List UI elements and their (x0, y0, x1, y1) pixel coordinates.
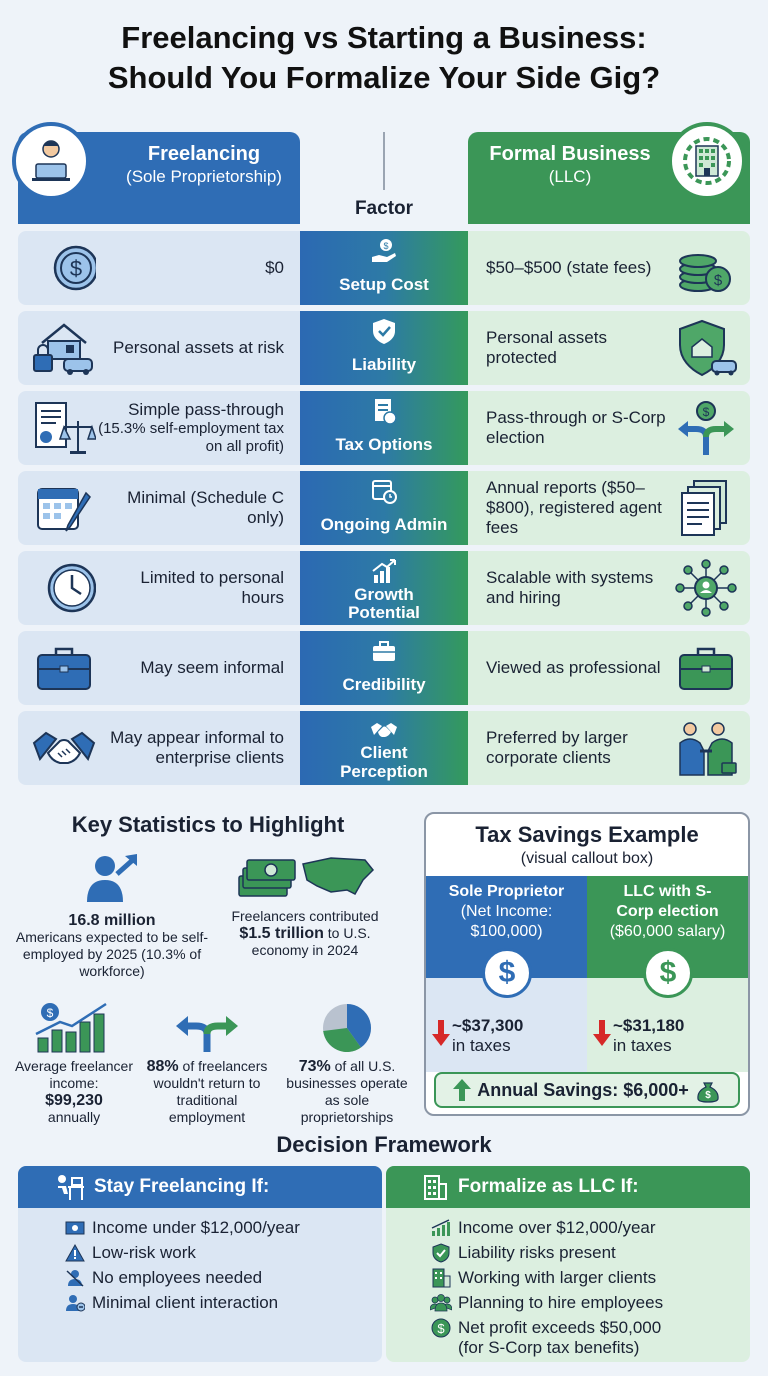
svg-text:$: $ (702, 405, 710, 419)
tax-left-amount: ~$37,300 in taxes (452, 1016, 524, 1055)
shield-check-icon (430, 1243, 452, 1263)
formalize-llc-panel (386, 1166, 750, 1362)
factor-label-line-1: Growth (354, 585, 414, 604)
dollar-coin-icon: $ (482, 948, 532, 998)
freelance-value: May appear informal to enterprise clients (110, 728, 284, 767)
person-minus-icon (64, 1293, 86, 1313)
bar-chart-up-icon (430, 1218, 452, 1238)
stat-income-post: annually (47, 1109, 101, 1125)
business-cell (468, 631, 750, 705)
comparison-row-growth-potential (18, 551, 750, 625)
freelance-value: $0 (265, 258, 284, 277)
up-arrow-icon (453, 1079, 471, 1101)
factor-column-label: Factor (354, 198, 414, 219)
freelance-cell (18, 631, 300, 705)
comparison-row-setup-cost (18, 231, 750, 305)
stat-self-employed-text: Americans expected to be self-employed by 2025 (10.3% of workforce) (15, 929, 209, 979)
factor-label-line-1: Client (360, 743, 408, 762)
factor-label: Credibility (342, 675, 426, 694)
down-arrow-icon (432, 1020, 450, 1046)
stat-income (8, 1000, 140, 1126)
s-corp-note: (for S-Corp tax benefits) (458, 1338, 640, 1357)
tax-left-title: Sole Proprietor (448, 883, 565, 900)
shield-check-icon (370, 317, 398, 345)
freelance-cell (18, 231, 300, 305)
no-employees-icon (64, 1268, 86, 1288)
business-value: Pass-through or S-Corp election (486, 408, 666, 447)
annual-savings-text: Annual Savings: $6,000+ (477, 1079, 689, 1100)
stat-self-employed-value: 16.8 million (68, 912, 156, 929)
hand-coin-icon (370, 237, 398, 265)
stat-sole-prop-text: 73% of all U.S. businesses operate as sole proprietorships (286, 1058, 408, 1125)
annual-savings-banner (434, 1072, 740, 1108)
comparison-row-credibility (18, 631, 750, 705)
business-value: Scalable with systems and hiring (486, 568, 654, 607)
handshake-icon (32, 719, 96, 777)
factor-cell (300, 551, 468, 625)
briefcase-icon (32, 639, 96, 697)
freelance-cell (18, 391, 300, 465)
header-divider (383, 132, 385, 190)
office-building-icon (422, 1174, 448, 1200)
document-stack-icon (674, 479, 738, 537)
business-value: Viewed as professional (486, 658, 661, 677)
factor-cell (300, 231, 468, 305)
stat-economy-pre: Freelancers contributed (231, 908, 379, 924)
business-cell (468, 551, 750, 625)
factor-label-line-2: Potential (348, 603, 420, 622)
fork-arrows-icon (674, 399, 738, 457)
freelance-value: May seem informal (140, 658, 284, 677)
tax-right-sub: ($60,000 salary) (609, 923, 726, 940)
network-hub-icon (674, 559, 738, 617)
office-building-icon (668, 122, 746, 200)
svg-text:$: $ (705, 1090, 711, 1101)
team-icon (430, 1293, 452, 1313)
net-profit-criterion: Net profit exceeds $50,000 (458, 1318, 662, 1337)
warning-icon (64, 1243, 86, 1263)
stat-economy (230, 850, 380, 959)
formalize-criterion: Working with larger clients (430, 1268, 750, 1288)
tax-right-title: LLC with S-Corp election (616, 883, 719, 920)
person-desk-icon (54, 1174, 84, 1200)
freelance-cell (18, 711, 300, 785)
stay-criterion: Minimal client interaction (64, 1293, 382, 1313)
factor-cell (300, 391, 468, 465)
tax-right-amount: ~$31,180 in taxes (613, 1016, 685, 1055)
briefcase-icon (370, 637, 398, 665)
factor-cell (300, 471, 468, 545)
freelancer-laptop-icon (12, 122, 90, 200)
calendar-pen-icon (32, 479, 96, 537)
business-value: Annual reports ($50–$800), registered agent fees (486, 478, 662, 537)
page-title (0, 18, 768, 98)
formalize-criterion (430, 1318, 750, 1358)
freelancing-header (18, 132, 300, 224)
person-growth-icon (79, 850, 145, 906)
svg-text:$: $ (46, 1006, 54, 1020)
factor-label: Ongoing Admin (320, 515, 448, 534)
factor-cell (300, 631, 468, 705)
business-cell (468, 471, 750, 545)
stay-criterion: No employees needed (64, 1268, 382, 1288)
tax-subtitle: (visual callout box) (520, 850, 654, 867)
tax-savings-callout (424, 812, 750, 1116)
stat-income-value: $99,230 (45, 1092, 103, 1109)
comparison-row-tax-options (18, 391, 750, 465)
comparison-row-client-perception (18, 711, 750, 785)
fork-arrows-icon (172, 1000, 242, 1054)
stat-income-pre: Average freelancer income: (14, 1058, 134, 1091)
factor-label: Liability (351, 355, 417, 374)
dollar-coin-icon: $ (643, 948, 693, 998)
money-map-icon (235, 850, 375, 902)
stats-title: Key Statistics to Highlight (71, 812, 345, 837)
comparison-row-liability (18, 311, 750, 385)
svg-text:$: $ (383, 241, 389, 251)
growth-chart-icon (370, 557, 398, 585)
freelance-value: Personal assets at risk (112, 338, 284, 357)
clock-icon (32, 559, 96, 617)
stat-self-employed (14, 850, 210, 980)
freelance-value: Limited to personal hours (140, 568, 284, 607)
tax-document-icon (370, 397, 398, 425)
business-cell (468, 391, 750, 465)
coin-stack-icon (674, 239, 738, 297)
stay-freelancing-title: Stay Freelancing If: (94, 1176, 270, 1197)
svg-text:$: $ (69, 256, 83, 281)
shield-house-icon (674, 319, 738, 377)
tax-llc-scorp (587, 876, 748, 1072)
income-chart-icon (32, 1000, 116, 1054)
tax-left-sub: (Net Income: $100,000) (460, 903, 553, 940)
calendar-clock-icon (370, 477, 398, 505)
formalize-criterion: Liability risks present (430, 1243, 750, 1263)
freelance-value (94, 391, 284, 465)
formalize-criterion: Income over $12,000/year (430, 1218, 750, 1238)
business-handshake-icon (674, 719, 738, 777)
freelancing-title: Freelancing (147, 143, 261, 165)
business-cell (468, 711, 750, 785)
decision-title: Decision Framework (276, 1132, 492, 1157)
building-icon (430, 1268, 452, 1288)
factor-cell (300, 711, 468, 785)
pie-chart-icon (319, 1000, 375, 1056)
business-title: Formal Business (489, 143, 651, 165)
business-value: $50–$500 (state fees) (486, 258, 652, 277)
svg-text:$: $ (437, 1321, 445, 1336)
svg-text:$: $ (713, 272, 723, 289)
stat-sole-proprietorships (282, 1000, 412, 1126)
down-arrow-icon (593, 1020, 611, 1046)
formalize-criterion: Planning to hire employees (430, 1293, 750, 1313)
factor-cell (300, 311, 468, 385)
dollar-coin-icon (32, 239, 96, 297)
tax-sole-proprietor (426, 876, 587, 1072)
stay-criterion: Income under $12,000/year (64, 1218, 382, 1238)
cash-icon (64, 1218, 86, 1238)
tax-document-scale-icon (32, 399, 96, 457)
freelance-value-note: (15.3% self-employment tax on all profit) (98, 420, 284, 455)
freelance-cell (18, 551, 300, 625)
dollar-coin-icon (430, 1318, 452, 1338)
money-bag-icon (695, 1077, 721, 1103)
factor-label: Setup Cost (339, 275, 429, 294)
business-cell (468, 231, 750, 305)
business-value: Personal assets protected (486, 328, 607, 367)
freelance-cell (18, 471, 300, 545)
comparison-row-ongoing-admin (18, 471, 750, 545)
stay-criterion: Low-risk work (64, 1243, 382, 1263)
business-header (468, 132, 750, 224)
business-cell (468, 311, 750, 385)
stat-economy-value: $1.5 trillion to U.S. economy in 2024 (239, 925, 371, 958)
freelance-value-main: Simple pass-through (128, 400, 284, 419)
formalize-llc-title: Formalize as LLC If: (458, 1176, 639, 1197)
freelancing-subtitle: (Sole Proprietorship) (126, 167, 282, 186)
house-car-lock-icon (32, 319, 96, 377)
formalize-llc-header (386, 1166, 750, 1208)
stay-freelancing-panel (18, 1166, 382, 1362)
title-line-2: Should You Formalize Your Side Gig? (107, 60, 661, 95)
business-value: Preferred by larger corporate clients (486, 728, 628, 767)
stat-freelancer-retention (140, 1000, 274, 1126)
stay-freelancing-header (18, 1166, 382, 1208)
tax-title: Tax Savings Example (475, 822, 699, 847)
handshake-icon (370, 717, 398, 745)
briefcase-icon (674, 639, 738, 697)
freelance-cell (18, 311, 300, 385)
business-subtitle: (LLC) (548, 167, 592, 186)
stat-retention-text: 88% of freelancers wouldn't return to traditional employment (146, 1058, 268, 1125)
factor-label-line-2: Perception (340, 762, 428, 781)
factor-label: Tax Options (335, 435, 433, 454)
title-line-1: Freelancing vs Starting a Business: (121, 20, 647, 55)
freelance-value: Minimal (Schedule C only) (127, 488, 284, 527)
